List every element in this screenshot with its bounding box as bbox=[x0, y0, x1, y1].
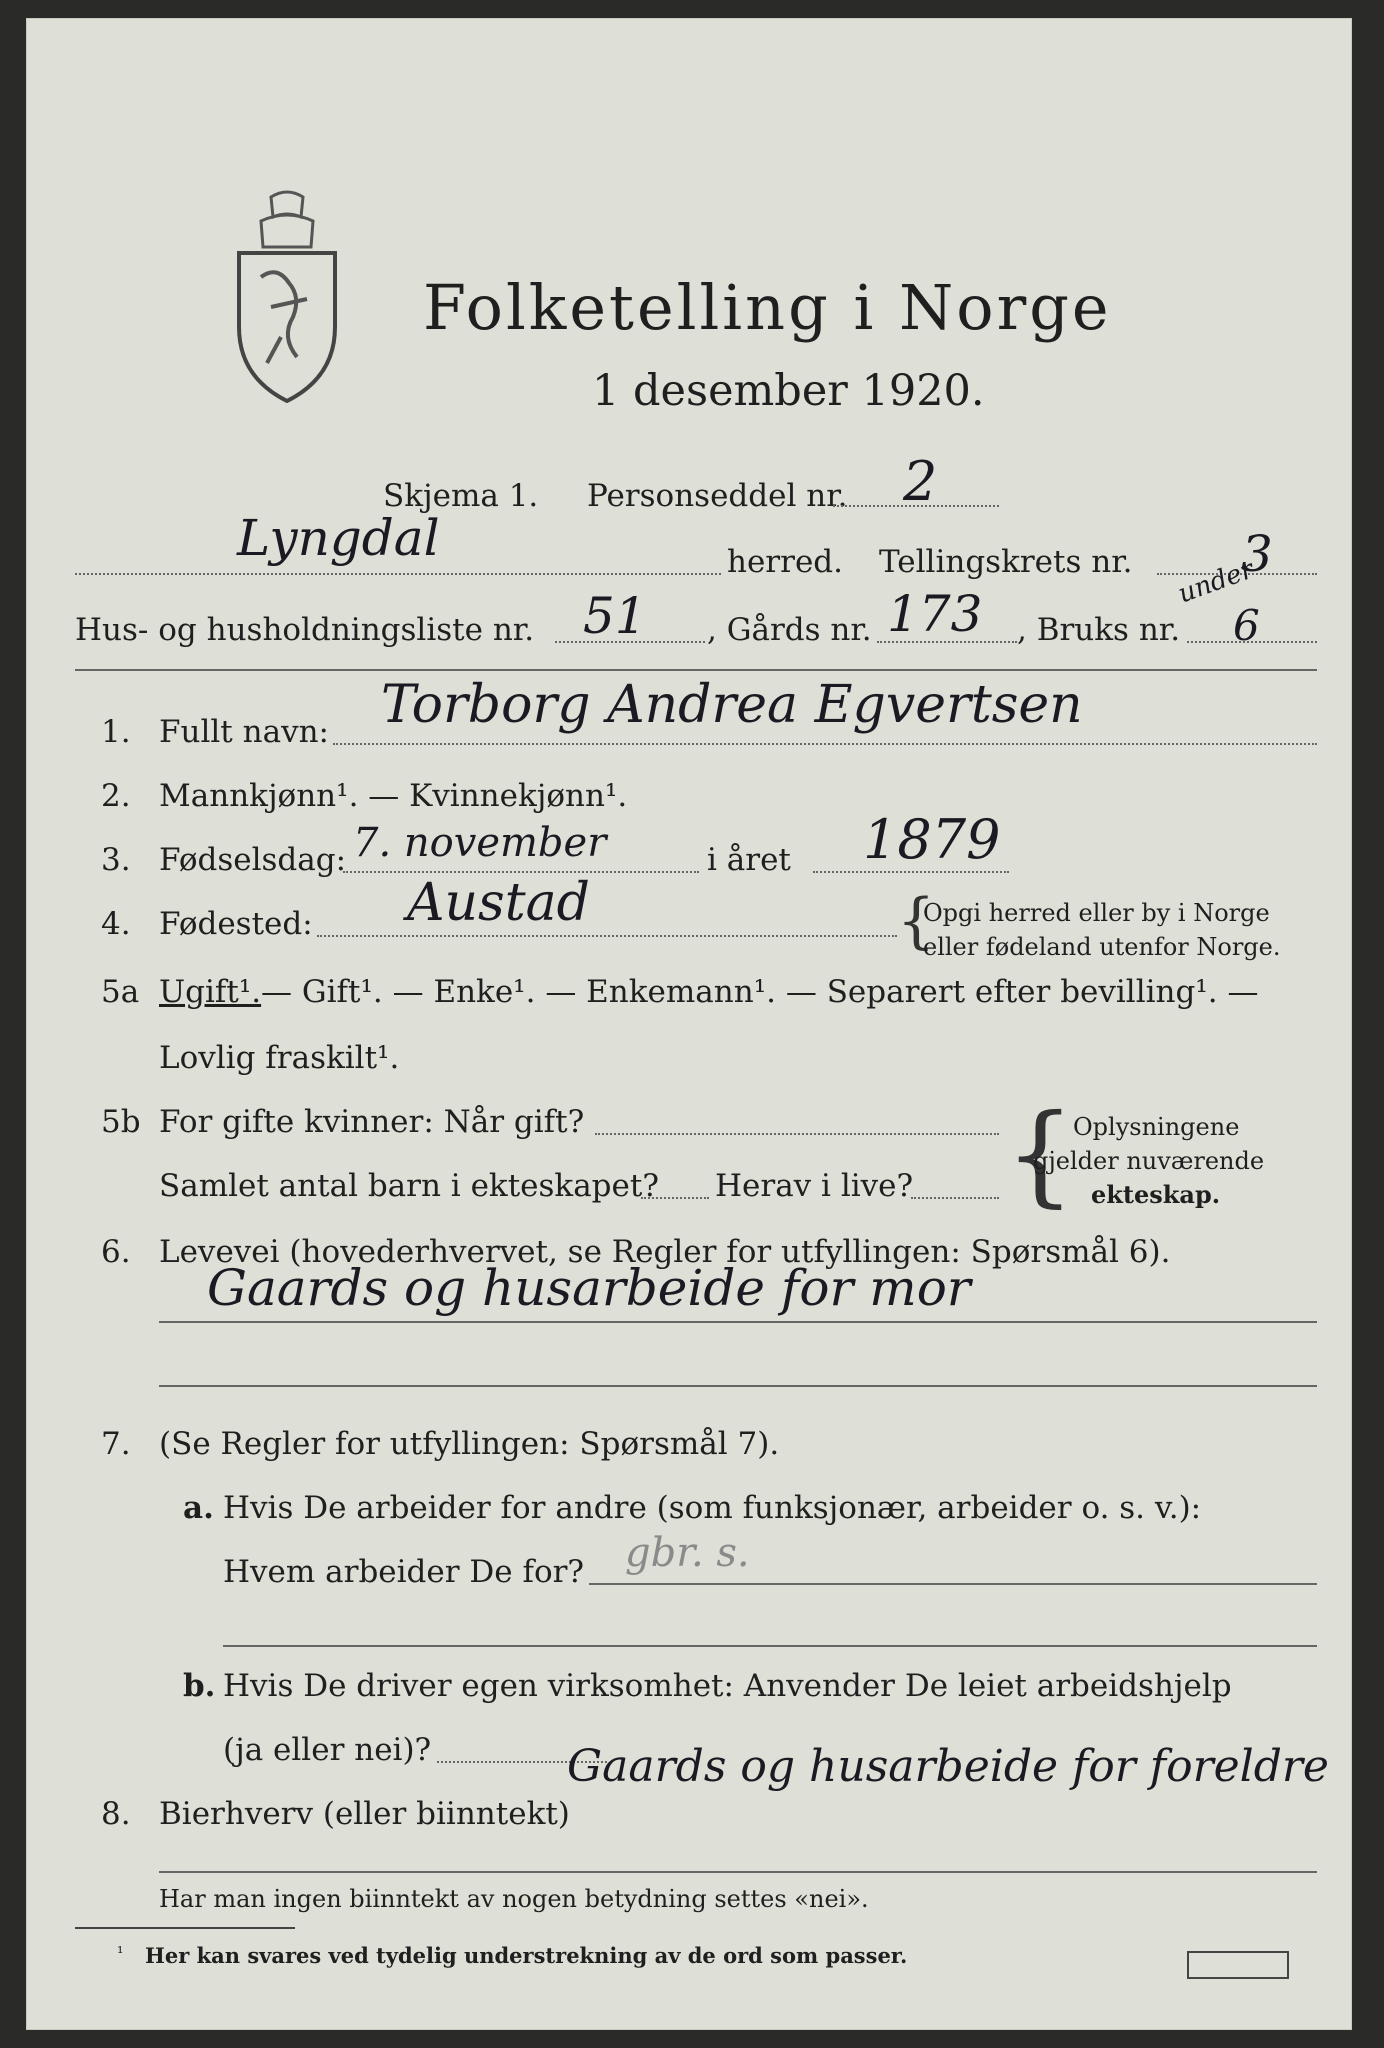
q7b-letter: b. bbox=[183, 1668, 216, 1704]
q8-label: Bierhverv (eller biinntekt) bbox=[159, 1796, 570, 1832]
full-name-value[interactable]: Torborg Andrea Egvertsen bbox=[381, 675, 1083, 735]
footnote: Her kan svares ved tydelig understrekning av de ord som passer. bbox=[145, 1943, 908, 1968]
q5a-options: — Gift¹. — Enke¹. — Enkemann¹. — Separert efter bevilling¹. — bbox=[261, 974, 1259, 1010]
personseddel-value[interactable]: 2 bbox=[903, 450, 938, 513]
census-date: 1 desember 1920. bbox=[592, 366, 985, 416]
q8-number: 8. bbox=[101, 1796, 131, 1832]
hus-label: Hus- og husholdningsliste nr. bbox=[75, 612, 535, 648]
birth-year-value[interactable]: 1879 bbox=[863, 808, 1001, 871]
census-form: Folketelling i Norge 1 desember 1920. Skjema 1. Personseddel nr. 2 Lyngdal herred. Tellingskrets nr. 3 under Hus- og husholdningsliste nr. 51 , Gårds nr. 173 , Bruks nr. 6 1. Fullt navn: Torborg Andrea Egvertsen 2. Mannkjønn¹. — Kvinnekjønn¹. 3. Fødselsdag: 7. november i året 1879 4. Fødested: Austad { Opgi herred eller by i Norge eller fødeland utenfor Norge. 5a Ugift¹. — Gift¹. — Enke¹. — Enkemann¹. — Separert efter bevilling¹. — Lovlig fraskilt¹. 5b For gifte kvinner: Når gift? Samlet antal barn i ekteskapet? Herav i live? { Oplysningene gjelder nuværende ekteskap. 6. Levevei (hovederhvervet, se Regler for utfyllingen: Spørsmål 6). Gaards og husarbeide for mor 7. (Se Regler for utfyllingen: Spørsmål 7). a. Hvis De arbeider for andre (som funksjonær, arbeider o. s. v.): Hvem arbeider De for? gbr. s. b. Hvis De driver egen virksomhet: Anvender De leiet arbeidshjelp (ja eller nei)? 8. Bierhverv (eller biinntekt) Gaards og husarbeide for foreldre Har man ingen biinntekt av nogen betydning settes «nei». ¹ Her kan svares ved tydelig understrekning av de ord som passer. bbox=[26, 18, 1352, 2030]
bruks-label: , Bruks nr. bbox=[1017, 612, 1181, 648]
employer-value[interactable]: gbr. s. bbox=[625, 1530, 750, 1576]
q5a-ugift: Ugift¹. bbox=[159, 974, 262, 1010]
herred-value[interactable]: Lyngdal bbox=[237, 509, 440, 567]
q7a-letter: a. bbox=[183, 1490, 214, 1526]
birthday-value[interactable]: 7. november bbox=[353, 820, 607, 866]
form-title: Folketelling i Norge bbox=[423, 271, 1112, 344]
gards-label: , Gårds nr. bbox=[707, 612, 872, 648]
side-occupation-value[interactable]: Gaards og husarbeide for foreldre bbox=[567, 1741, 1329, 1792]
occupation-value[interactable]: Gaards og husarbeide for mor bbox=[207, 1259, 971, 1317]
q5b-note-line1: Oplysningene bbox=[1073, 1113, 1240, 1141]
q6-number: 6. bbox=[101, 1234, 131, 1270]
q7-label: (Se Regler for utfyllingen: Spørsmål 7). bbox=[159, 1426, 780, 1462]
q5b-label: For gifte kvinner: Når gift? bbox=[159, 1104, 585, 1140]
q5a-line2: Lovlig fraskilt¹. bbox=[159, 1040, 400, 1076]
bruks-value[interactable]: 6 bbox=[1233, 601, 1260, 650]
biinntekt-note: Har man ingen biinntekt av nogen betydning settes «nei». bbox=[159, 1885, 869, 1913]
personseddel-label: Personseddel nr. bbox=[587, 478, 848, 514]
q5a-number: 5a bbox=[101, 974, 140, 1010]
printer-stamp bbox=[1187, 1951, 1289, 1979]
tellingskrets-label: Tellingskrets nr. bbox=[879, 544, 1133, 580]
skjema-label: Skjema 1. bbox=[383, 478, 539, 514]
q4-note-line2: eller fødeland utenfor Norge. bbox=[923, 933, 1281, 961]
tellingskrets-extra[interactable]: under bbox=[1174, 554, 1258, 610]
q4-number: 4. bbox=[101, 906, 131, 942]
birthplace-value[interactable]: Austad bbox=[407, 873, 590, 933]
q4-label: Fødested: bbox=[159, 906, 313, 942]
q7b-line2: (ja eller nei)? bbox=[223, 1732, 432, 1768]
q7b-label: Hvis De driver egen virksomhet: Anvender De leiet arbeidshjelp bbox=[223, 1668, 1232, 1704]
q3-number: 3. bbox=[101, 842, 131, 878]
q7a-line2: Hvem arbeider De for? bbox=[223, 1554, 585, 1590]
q1-label: Fullt navn: bbox=[159, 714, 329, 750]
q7-number: 7. bbox=[101, 1426, 131, 1462]
q7a-label: Hvis De arbeider for andre (som funksjonær, arbeider o. s. v.): bbox=[223, 1490, 1202, 1526]
q3-label: Fødselsdag: bbox=[159, 842, 347, 878]
herred-label: herred. bbox=[727, 544, 843, 580]
coat-of-arms-icon bbox=[231, 187, 343, 403]
q5b-herav: Herav i live? bbox=[715, 1168, 914, 1204]
hus-value[interactable]: 51 bbox=[583, 587, 647, 645]
tellingskrets-value[interactable]: 3 bbox=[1241, 525, 1273, 583]
footnote-mark: ¹ bbox=[117, 1943, 124, 1962]
q6-label: Levevei (hovederhvervet, se Regler for utfyllingen: Spørsmål 6). bbox=[159, 1234, 1171, 1270]
q1-number: 1. bbox=[101, 714, 131, 750]
q4-note-line1: Opgi herred eller by i Norge bbox=[923, 899, 1270, 927]
q3-year-label: i året bbox=[707, 842, 791, 878]
q2-label: Mannkjønn¹. — Kvinnekjønn¹. bbox=[159, 778, 628, 814]
q5b-note-line3: ekteskap. bbox=[1091, 1180, 1221, 1209]
q5b-line2: Samlet antal barn i ekteskapet? bbox=[159, 1168, 659, 1204]
q5b-note-line2: gjelder nuværende bbox=[1033, 1147, 1265, 1175]
q5b-number: 5b bbox=[101, 1104, 141, 1140]
gards-value[interactable]: 173 bbox=[887, 585, 983, 643]
q2-number: 2. bbox=[101, 778, 131, 814]
